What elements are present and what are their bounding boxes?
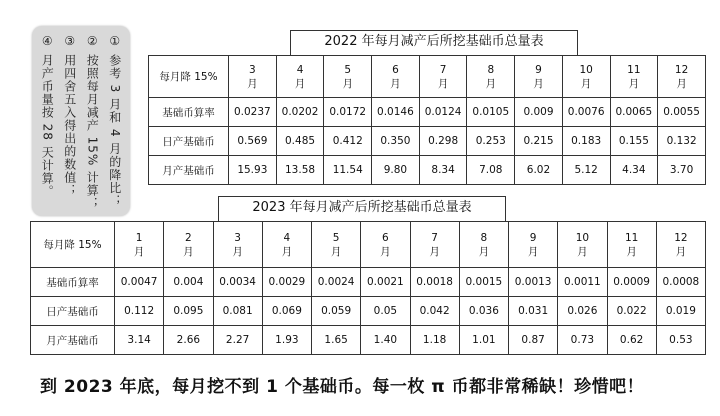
month-suffix: 月 (390, 77, 401, 90)
value-cell: 0.004 (164, 268, 213, 297)
note-line-1: ① 参考 3 月和 4 月的降比； (107, 34, 122, 208)
table-row (149, 98, 706, 127)
month-suffix: 月 (429, 245, 440, 258)
month-number: 12 (674, 63, 689, 76)
corner-cell: 每月降 15% (149, 56, 229, 98)
month-suffix: 月 (533, 77, 544, 90)
value-cell: 7.08 (467, 156, 515, 185)
month-suffix: 月 (676, 77, 687, 90)
value-cell: 1.01 (459, 326, 508, 355)
value-cell: 0.132 (658, 127, 706, 156)
table-row (31, 326, 706, 355)
month-header (607, 222, 656, 268)
month-header (213, 222, 262, 268)
row-label: 日产基础币 (149, 127, 229, 156)
value-cell: 1.65 (312, 326, 361, 355)
note-line-4: ④ 月产币量按 28 天计算。 (40, 34, 55, 198)
value-cell: 0.0013 (509, 268, 558, 297)
month-number: 8 (487, 63, 495, 76)
value-cell: 0.0172 (324, 98, 372, 127)
value-cell: 1.40 (361, 326, 410, 355)
month-suffix: 月 (527, 245, 539, 258)
value-cell: 0.0011 (558, 268, 607, 297)
value-cell: 0.0029 (262, 268, 311, 297)
value-cell: 11.54 (324, 156, 372, 185)
value-cell: 0.022 (607, 297, 656, 326)
month-number: 11 (624, 231, 639, 244)
month-header (115, 222, 164, 268)
value-cell: 0.0018 (410, 268, 459, 297)
value-cell: 0.0076 (562, 98, 610, 127)
month-header (658, 56, 706, 98)
value-cell: 0.62 (607, 326, 656, 355)
month-suffix: 月 (247, 77, 258, 90)
value-cell: 0.0008 (656, 268, 705, 297)
month-suffix: 月 (580, 77, 592, 90)
value-cell: 5.12 (562, 156, 610, 185)
value-cell: 0.0034 (213, 268, 262, 297)
month-suffix: 月 (675, 245, 687, 258)
value-cell: 0.042 (410, 297, 459, 326)
value-cell: 0.0021 (361, 268, 410, 297)
table-row (31, 297, 706, 326)
value-cell: 0.53 (656, 326, 705, 355)
month-suffix: 月 (281, 245, 293, 258)
value-cell: 13.58 (276, 156, 324, 185)
value-cell: 0.298 (419, 127, 467, 156)
month-header (372, 56, 420, 98)
table-row (149, 156, 706, 185)
value-cell: 0.0055 (658, 98, 706, 127)
month-header (419, 56, 467, 98)
month-number: 12 (674, 231, 688, 244)
month-header (562, 56, 610, 98)
month-number: 5 (332, 231, 340, 244)
month-suffix: 月 (478, 245, 490, 258)
table-row (31, 268, 706, 297)
month-number: 7 (431, 231, 438, 244)
month-header (558, 222, 607, 268)
value-cell: 1.18 (410, 326, 459, 355)
value-cell: 0.0065 (610, 98, 658, 127)
value-cell: 0.350 (372, 127, 420, 156)
month-number: 3 (234, 231, 241, 244)
value-cell: 0.0024 (312, 268, 361, 297)
month-number: 7 (439, 63, 447, 76)
month-header (229, 56, 277, 98)
month-number: 11 (627, 63, 641, 76)
value-cell: 0.059 (312, 297, 361, 326)
value-cell: 0.73 (558, 326, 607, 355)
value-cell: 0.026 (558, 297, 607, 326)
note-line-2: ② 按照每月减产 15% 计算； (85, 34, 100, 211)
table-2023-title: 2023 年每月减产后所挖基础币总量表 (218, 196, 506, 222)
value-cell: 6.02 (515, 156, 563, 185)
value-cell: 2.27 (213, 326, 262, 355)
month-header (515, 56, 563, 98)
value-cell: 15.93 (229, 156, 277, 185)
row-label: 月产基础币 (31, 326, 115, 355)
month-suffix: 月 (577, 245, 588, 258)
row-label: 日产基础币 (31, 297, 115, 326)
month-header (656, 222, 705, 268)
row-label: 基础币算率 (31, 268, 115, 297)
month-suffix: 月 (380, 245, 391, 258)
value-cell: 2.66 (164, 326, 213, 355)
table-row (149, 127, 706, 156)
month-suffix: 月 (437, 77, 449, 90)
month-header (410, 222, 459, 268)
value-cell: 0.183 (562, 127, 610, 156)
month-number: 2 (185, 231, 192, 244)
table-2022-title: 2022 年每月减产后所挖基础币总量表 (290, 30, 578, 56)
value-cell: 0.019 (656, 297, 705, 326)
month-suffix: 月 (485, 77, 497, 90)
value-cell: 0.0202 (276, 98, 324, 127)
month-header (459, 222, 508, 268)
month-suffix: 月 (342, 77, 353, 90)
month-number: 4 (296, 63, 304, 76)
month-number: 4 (283, 231, 291, 244)
value-cell: 0.036 (459, 297, 508, 326)
month-number: 6 (382, 231, 389, 244)
month-number: 10 (579, 63, 593, 76)
month-number: 6 (392, 63, 399, 76)
month-header (610, 56, 658, 98)
value-cell: 3.70 (658, 156, 706, 185)
value-cell: 0.081 (213, 297, 262, 326)
row-label: 月产基础币 (149, 156, 229, 185)
note-line-3: ③ 用四舍五入得出的数值； (62, 34, 77, 197)
month-number: 3 (249, 63, 256, 76)
value-cell: 0.155 (610, 127, 658, 156)
table-2022 (148, 55, 706, 185)
month-suffix: 月 (232, 245, 243, 258)
value-cell: 0.05 (361, 297, 410, 326)
month-suffix: 月 (626, 245, 637, 258)
month-number: 9 (529, 231, 537, 244)
value-cell: 3.14 (115, 326, 164, 355)
value-cell: 1.93 (262, 326, 311, 355)
value-cell: 0.0015 (459, 268, 508, 297)
value-cell: 0.095 (164, 297, 213, 326)
month-number: 5 (344, 63, 352, 76)
value-cell: 0.009 (515, 98, 563, 127)
month-header (276, 56, 324, 98)
notes-panel (32, 26, 130, 216)
value-cell: 8.34 (419, 156, 467, 185)
value-cell: 0.0105 (467, 98, 515, 127)
header-row (149, 56, 706, 98)
table-2023 (30, 221, 706, 355)
value-cell: 9.80 (372, 156, 420, 185)
month-suffix: 月 (330, 245, 342, 258)
month-number: 10 (575, 231, 590, 244)
value-cell: 0.412 (324, 127, 372, 156)
month-header (467, 56, 515, 98)
corner-cell: 每月降 15% (31, 222, 115, 268)
month-number: 8 (480, 231, 488, 244)
value-cell: 0.0146 (372, 98, 420, 127)
month-suffix: 月 (628, 77, 640, 90)
month-header (324, 56, 372, 98)
month-suffix: 月 (133, 245, 145, 258)
month-number: 9 (535, 63, 542, 76)
month-header (164, 222, 213, 268)
value-cell: 0.069 (262, 297, 311, 326)
month-suffix: 月 (183, 245, 194, 258)
month-header (262, 222, 311, 268)
value-cell: 0.0237 (229, 98, 277, 127)
value-cell: 0.031 (509, 297, 558, 326)
header-row (31, 222, 706, 268)
value-cell: 4.34 (610, 156, 658, 185)
month-header (361, 222, 410, 268)
footer-message: 到 2023 年底，每月挖不到 1 个基础币。每一枚 π 币都非常稀缺！珍惜吧！ (40, 377, 645, 397)
month-number: 1 (135, 231, 143, 244)
value-cell: 0.112 (115, 297, 164, 326)
month-header (312, 222, 361, 268)
value-cell: 0.0047 (115, 268, 164, 297)
row-label: 基础币算率 (149, 98, 229, 127)
value-cell: 0.0009 (607, 268, 656, 297)
value-cell: 0.87 (509, 326, 558, 355)
value-cell: 0.569 (229, 127, 277, 156)
month-header (509, 222, 558, 268)
value-cell: 0.0124 (419, 98, 467, 127)
value-cell: 0.215 (515, 127, 563, 156)
month-suffix: 月 (294, 77, 306, 90)
value-cell: 0.253 (467, 127, 515, 156)
value-cell: 0.485 (276, 127, 324, 156)
